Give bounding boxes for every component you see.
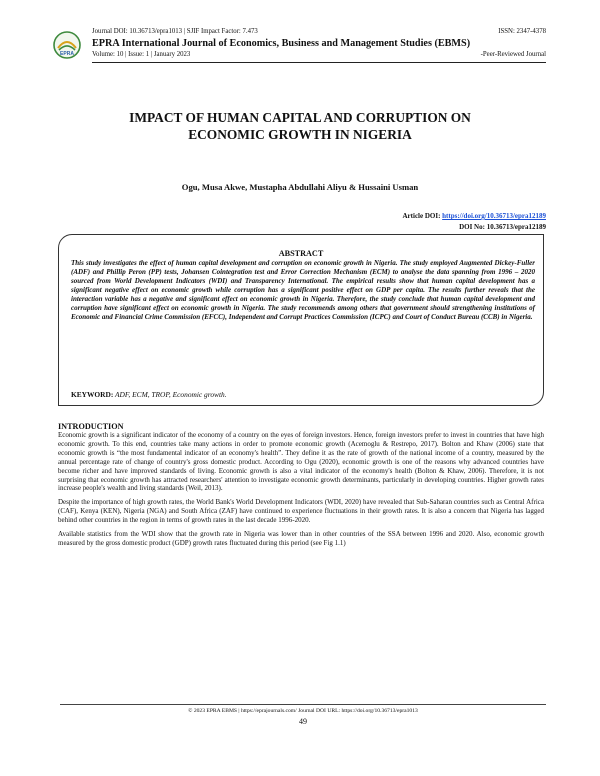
doi-number: DOI No: 10.36713/epra12189 bbox=[459, 223, 546, 231]
article-doi-label: Article DOI: bbox=[402, 212, 443, 220]
journal-meta-line bbox=[92, 28, 546, 37]
introduction-paragraph-1: Economic growth is a significant indicator of the economy of a country on the eyes of foreign investors. Hence, foreign investors prefer to invest in countries that have high economic growth. To this end, countries take many actions in order to promote economic growth (Acemoglu & Restrepo, 2017). Bolton and Khaw (2006) state that economic growth is “the most fundamental indicator of an economy's health”. They define it as the rate of growth of the national income of a country, measured by the annual percentage rate of change of country's gross domestic product. According to Ogu (2020), economic growth is one of the reasons why advanced countries have become richer and have improved standards of living. Economic growth is also a vital indicator of the economy's health (Bolton & Khaw, 2006). Therefore, it is not surprising that economic growth has attracted researchers' attention to investigate economic growth determinants, particularly in developing countries. Higher growth rates increase people's wealth and living standards (Weil, 2013). bbox=[58, 431, 544, 493]
introduction-paragraph-2: Despite the importance of high growth rates, the World Bank's World Development Indicators (WDI, 2020) have revealed that Sub-Saharan countries such as Central Africa (CAF), Kenya (KEN), Nigeria (NGA) and South Africa (ZAF) have continued to experience fluctuations in their growth rates. It is also a concern that Nigeria has lagged behind other countries in the region in terms of growth rates in the last decade 1996-2020. bbox=[58, 498, 544, 525]
journal-doi: Journal DOI: 10.36713/epra1013 | SJIF Impact Factor: 7.473 bbox=[92, 28, 258, 35]
peer-reviewed-label: -Peer-Reviewed Journal bbox=[480, 51, 546, 58]
article-doi-link[interactable]: https://doi.org/10.36713/epra12189 bbox=[442, 212, 546, 220]
footer-text: © 2023 EPRA EBMS | https://eprajournals.com/ Journal DOI URL: https://doi.org/10.36713/epra1013 bbox=[188, 708, 418, 714]
journal-logo-icon bbox=[52, 30, 82, 60]
abstract-text: This study investigates the effect of human capital development and corruption on economic growth in Nigeria. The study employed Augmented Dickey-Fuller (ADF) and Phillip Peron (PP) tests, Johansen Cointegration test and Error Correction Mechanism (ECM) to analyse the data spanning from 1996 – 2020 sourced from World Development Indicators (WDI) and Transparency International. The empirical results show that human capital development has a significant negative effect on economic growth while corruption has a significant positive effect on GDP per capita. The results further reveals that the interaction variable has a negative and significant effect on economic growth in Nigeria. Therefore, the study conclude that human capital development and corruption have significant effect on economic growth in Nigeria. The study recommends among others that government should strengthening institutions of Economic and Financial Crime Commission (EFCC), Independent and Corrupt Practices Commission (ICPC) and Court of Conduct Bureau (CCB) in Nigeria. bbox=[71, 259, 535, 321]
svg-text:EPRA: EPRA bbox=[60, 51, 74, 57]
volume-line bbox=[92, 51, 546, 60]
abstract-heading: ABSTRACT bbox=[278, 249, 324, 258]
article-title-line-2: ECONOMIC GROWTH IN NIGERIA bbox=[188, 127, 412, 142]
article-authors: Ogu, Musa Akwe, Mustapha Abdullahi Aliyu & Hussaini Usman bbox=[181, 182, 419, 192]
journal-title: EPRA International Journal of Economics, Business and Management Studies (EBMS) bbox=[92, 38, 471, 49]
volume-info: Volume: 10 | Issue: 1 | January 2023 bbox=[92, 51, 191, 58]
introduction-paragraph-3: Available statistics from the WDI show that the growth rate in Nigeria was lower than in other countries of the SSA between 1996 and 2020. Also, economic growth measured by the gross domestic product (GDP) growth rates fluctuated during this period (see Fig 1.1) bbox=[58, 530, 544, 547]
keyword-text: ADF, ECM, TROP, Economic growth. bbox=[113, 390, 227, 399]
article-doi bbox=[403, 212, 547, 220]
issn: ISSN: 2347-4378 bbox=[498, 28, 546, 35]
keywords bbox=[71, 390, 535, 399]
page-number: 49 bbox=[299, 717, 307, 726]
keyword-label: KEYWORD: bbox=[71, 390, 114, 399]
abstract-box bbox=[58, 234, 544, 406]
footer-divider bbox=[60, 704, 546, 705]
header-divider bbox=[92, 62, 546, 63]
introduction-section bbox=[58, 422, 544, 548]
article-title-line-1: IMPACT OF HUMAN CAPITAL AND CORRUPTION ON bbox=[129, 110, 471, 125]
introduction-heading: INTRODUCTION bbox=[58, 422, 124, 431]
article-title bbox=[50, 109, 550, 143]
